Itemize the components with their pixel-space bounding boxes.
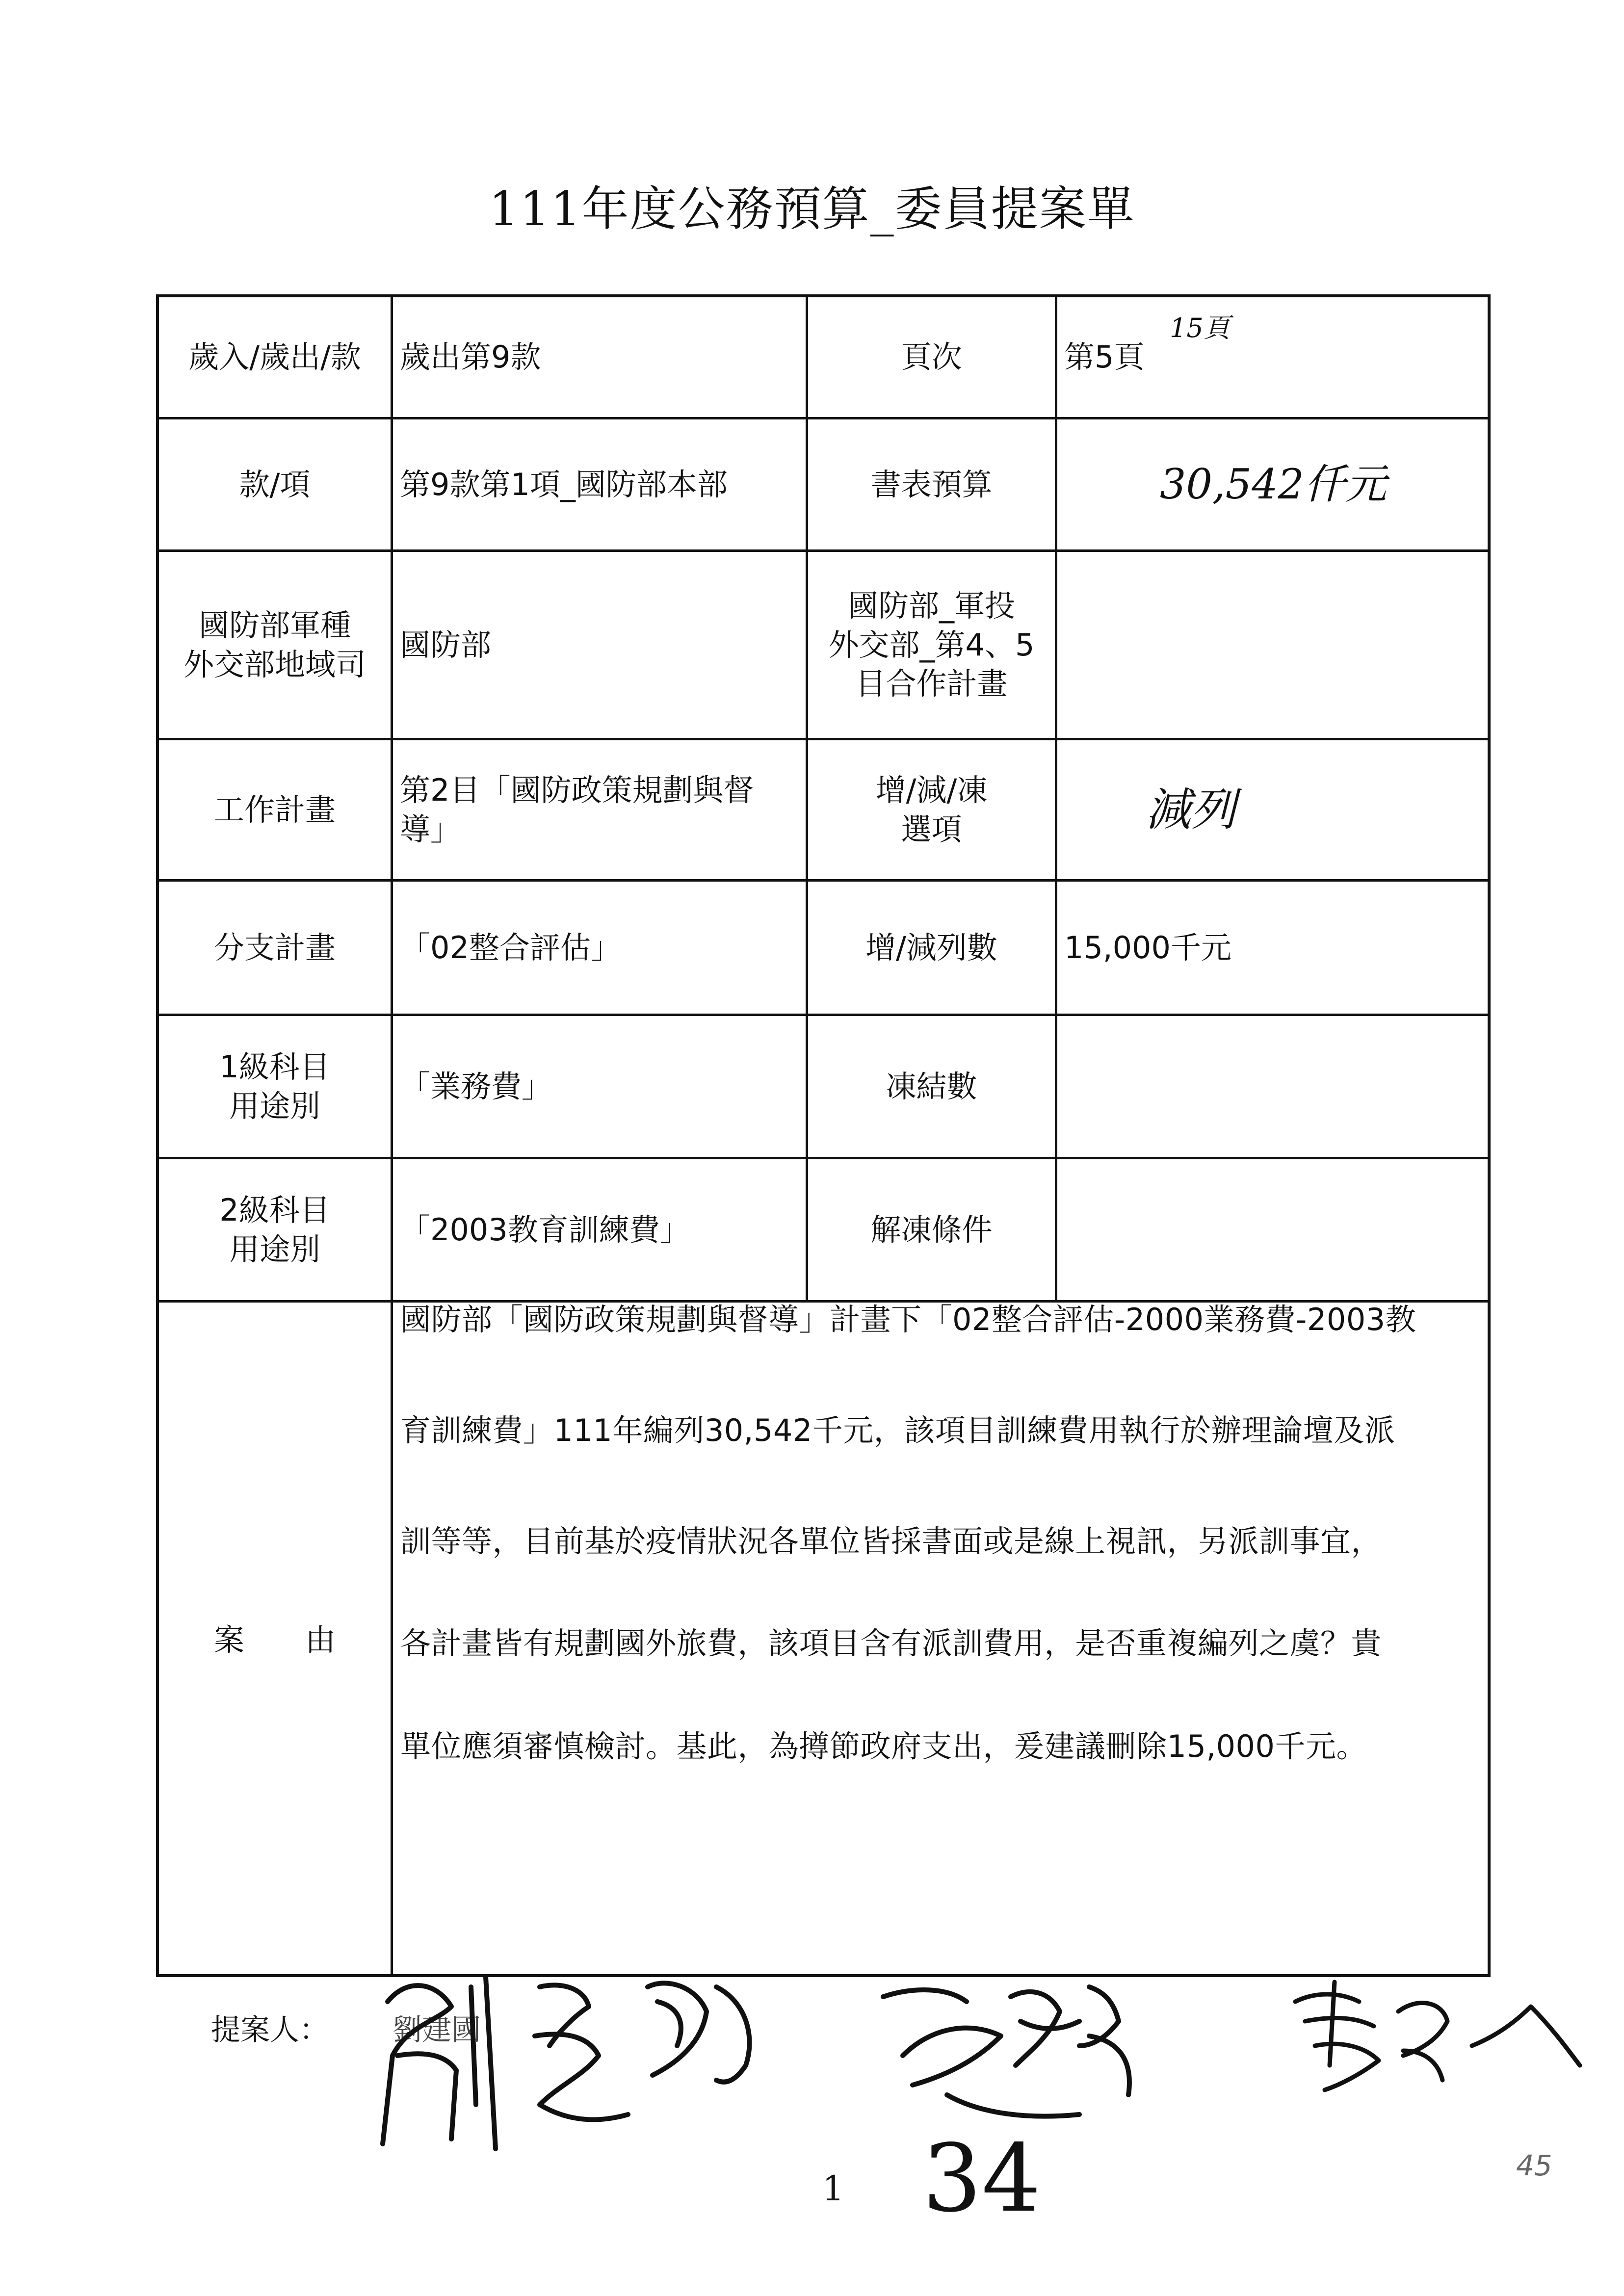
row-label-2: 解凍條件 — [870, 1211, 993, 1248]
reason-text-line: 訓等等，目前基於疫情狀況各單位皆採書面或是線上視訊，另派訓事宜， — [400, 1523, 1382, 1559]
row-label-2: 書表預算 — [870, 466, 993, 502]
reason-text-line: 國防部「國防政策規劃與督導」計畫下「02整合評估-2000業務費-2003教 — [400, 1302, 1416, 1337]
signature-3 — [1285, 1967, 1590, 2114]
row-value: 第9款第1項_國防部本部 — [400, 466, 728, 502]
proposer-label: 提案人： — [211, 2013, 329, 2047]
row-label: 國防部軍種 外交部地域司 — [183, 607, 366, 682]
row-value: 「02整合評估」 — [400, 929, 621, 965]
handwritten-budget: 30,542仟元 — [1160, 460, 1387, 508]
row-value: 第2目「國防政策規劃與督 導」 — [400, 772, 754, 847]
reason-text-line: 單位應須審慎檢討。基此，為撙節政府支出，爰建議刪除15,000千元。 — [400, 1728, 1367, 1764]
proposer-name: 劉建國 — [393, 2013, 481, 2047]
signature-1 — [353, 1957, 824, 2164]
row-label: 款/項 — [239, 466, 311, 502]
row-value: 歲出第9款 — [400, 339, 541, 375]
row-value: 「2003教育訓練費」 — [400, 1211, 690, 1248]
row-value: 國防部 — [400, 626, 492, 663]
reason-text-line: 育訓練費」111年編列30,542千元，該項目訓練費用執行於辦理論壇及派 — [400, 1412, 1395, 1448]
row-value-2 — [1057, 552, 1489, 738]
row-label: 1級科目 用途別 — [219, 1049, 330, 1124]
row-label: 2級科目 用途別 — [219, 1192, 330, 1267]
row-value-2: 15,000千元 — [1064, 929, 1231, 965]
row-label-2: 增/減列數 — [865, 929, 997, 965]
row-label-2: 國防部_軍投 外交部_第4、5 目合作計畫 — [828, 588, 1035, 702]
row-label-2: 增/減/凍 選項 — [875, 772, 988, 847]
page-stamp: 34 — [922, 2124, 1041, 2233]
page-title: 111年度公務預算_委員提案單 — [489, 182, 1135, 236]
handwritten-option: 減列 — [1146, 783, 1236, 836]
handwritten-page-ref: 15頁 — [1170, 313, 1230, 343]
reason-text-line: 各計畫皆有規劃國外旅費，該項目含有派訓費用，是否重複編列之虞？貴 — [400, 1625, 1382, 1661]
row-label: 分支計畫 — [213, 929, 336, 965]
row-value-2 — [1057, 1016, 1489, 1157]
row-label-2: 頁次 — [901, 339, 962, 375]
row-label: 歲入/歲出/款 — [188, 339, 361, 375]
page-number: 1 — [822, 2168, 844, 2209]
row-label: 工作計畫 — [213, 791, 336, 828]
row-value-2 — [1057, 1159, 1489, 1300]
row-value: 「業務費」 — [400, 1068, 552, 1104]
row-value-2: 第5頁 — [1064, 339, 1145, 375]
row-label-2: 凍結數 — [886, 1068, 977, 1104]
reason-label: 案 由 — [213, 1621, 336, 1658]
corner-mark: 45 — [1516, 2149, 1552, 2182]
